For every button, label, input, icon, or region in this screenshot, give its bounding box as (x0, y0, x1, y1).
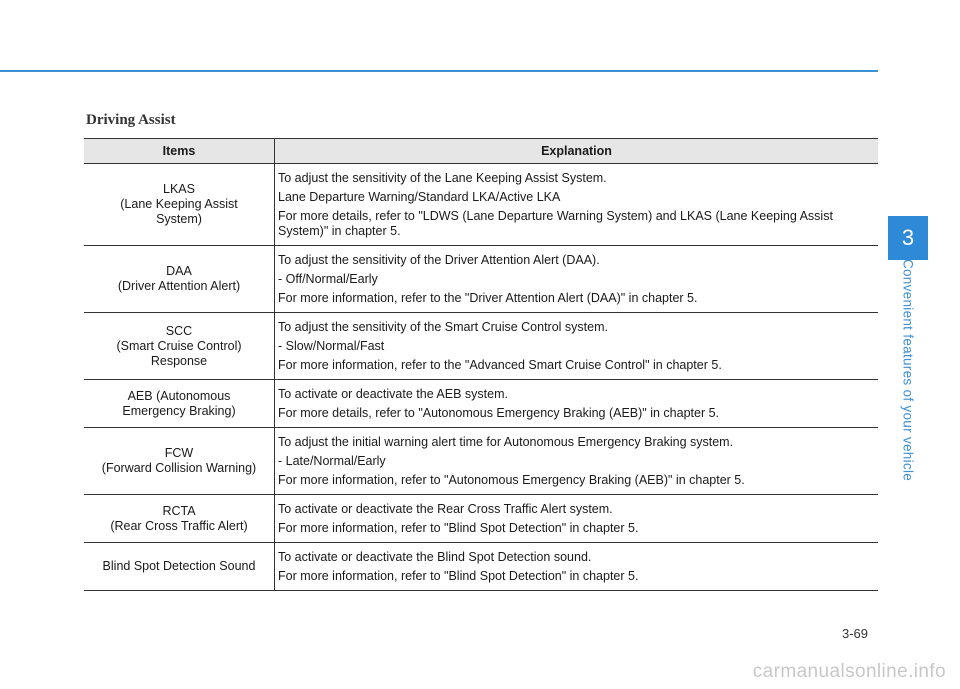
page-number: 3-69 (842, 626, 869, 641)
item-line: System) (156, 212, 202, 226)
table-header-row (84, 139, 878, 164)
explanation-cell (275, 380, 879, 428)
explanation-line: For more information, refer to the "Driver Attention Alert (DAA)" in chapter 5. (278, 291, 698, 305)
item-line: Response (150, 353, 208, 368)
table-row (84, 246, 878, 313)
explanation-cell (275, 164, 879, 246)
chapter-title: Convenient features of your vehicle (900, 258, 916, 482)
explanation-cell (275, 428, 879, 495)
item-line: (Driver Attention Alert) (117, 279, 241, 293)
table-row (84, 543, 878, 591)
header-explanation: Explanation (275, 139, 879, 164)
watermark: carmanualsonline.info (752, 661, 946, 682)
item-line: (Forward Collision Warning) (101, 461, 257, 475)
explanation-line: To adjust the sensitivity of the Smart Cruise Control system. (278, 320, 608, 334)
explanation-line: For more information, refer to the "Advanced Smart Cruise Control" in chapter 5. (278, 358, 722, 372)
item-cell (84, 246, 275, 313)
table-row (84, 428, 878, 495)
explanation-cell (275, 543, 879, 591)
explanation-line: - Slow/Normal/Fast (278, 339, 385, 353)
item-line: DAA (166, 264, 192, 278)
explanation-cell (275, 313, 879, 380)
item-cell (84, 428, 275, 495)
section-title: Driving Assist (86, 112, 176, 128)
explanation-line: - Off/Normal/Early (278, 272, 378, 286)
item-line: FCW (164, 446, 194, 460)
item-line: (Rear Cross Traffic Alert) (110, 518, 248, 533)
item-line: (Lane Keeping Assist (120, 197, 238, 211)
explanation-line: To adjust the initial warning alert time for Autonomous Emergency Braking system. (278, 435, 734, 449)
explanation-line: To adjust the sensitivity of the Driver Attention Alert (DAA). (278, 253, 600, 267)
table-row (84, 164, 878, 246)
item-cell (84, 543, 275, 591)
item-line: RCTA (162, 503, 196, 518)
explanation-cell (275, 495, 879, 543)
explanation-cell (275, 246, 879, 313)
explanation-line: For more information, refer to "Blind Spot Detection" in chapter 5. (278, 521, 639, 535)
top-rule (0, 70, 878, 72)
explanation-line: For more details, refer to "LDWS (Lane Departure Warning System) and LKAS (Lane Keeping Assist System)" in chapter 5. (278, 209, 833, 238)
item-cell (84, 313, 275, 380)
item-line: (Smart Cruise Control) (116, 338, 242, 353)
explanation-line: To activate or deactivate the Rear Cross Traffic Alert system. (278, 502, 613, 516)
explanation-line: For more information, refer to "Blind Spot Detection" in chapter 5. (278, 569, 639, 583)
item-line: AEB (Autonomous (127, 388, 231, 403)
explanation-line: To activate or deactivate the Blind Spot Detection sound. (278, 550, 592, 564)
explanation-line: - Late/Normal/Early (278, 454, 386, 468)
chapter-tab: 3 (888, 216, 928, 260)
table-row (84, 313, 878, 380)
item-cell (84, 380, 275, 428)
table-row (84, 495, 878, 543)
item-line: LKAS (163, 182, 195, 196)
item-line: SCC (165, 323, 193, 338)
item-cell (84, 164, 275, 246)
table-row (84, 380, 878, 428)
item-line: Blind Spot Detection Sound (102, 559, 256, 573)
header-items: Items (84, 139, 275, 164)
explanation-line: For more details, refer to "Autonomous Emergency Braking (AEB)" in chapter 5. (278, 406, 720, 420)
explanation-line: For more information, refer to "Autonomous Emergency Braking (AEB)" in chapter 5. (278, 473, 745, 487)
explanation-line: Lane Departure Warning/Standard LKA/Active LKA (278, 190, 561, 204)
settings-table (84, 138, 878, 591)
explanation-line: To activate or deactivate the AEB system. (278, 387, 508, 401)
explanation-line: To adjust the sensitivity of the Lane Keeping Assist System. (278, 171, 607, 185)
item-line: Emergency Braking) (122, 403, 236, 418)
item-cell (84, 495, 275, 543)
